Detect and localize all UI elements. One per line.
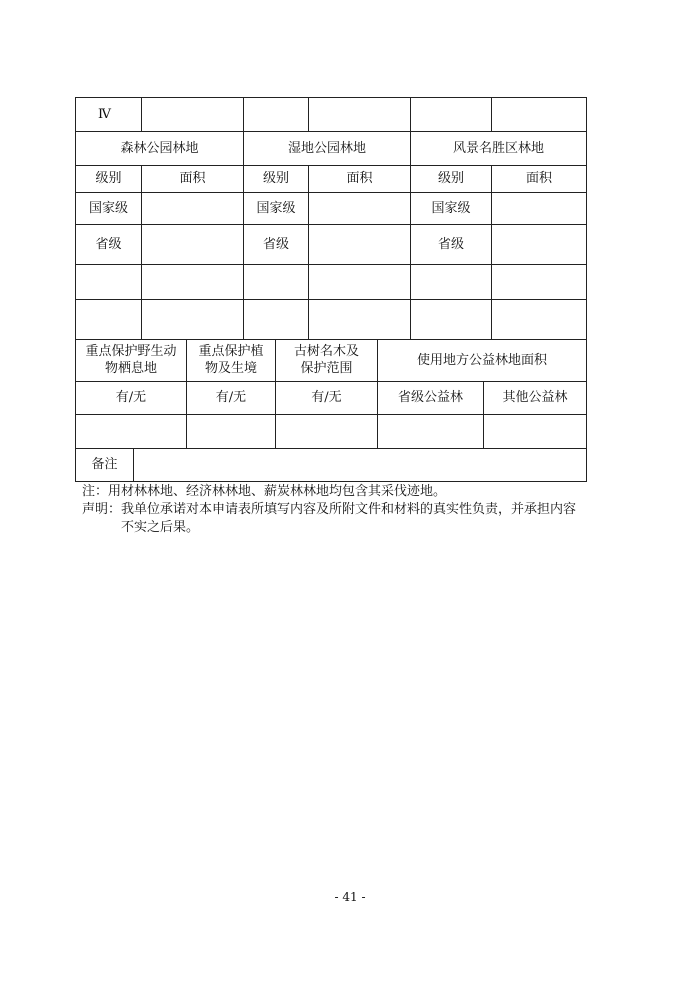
public-forest-area-header: 使用地方公益林地面积 <box>416 352 547 368</box>
table-rule <box>410 97 411 131</box>
table-rule <box>586 97 587 482</box>
level-header: 级别 <box>262 171 289 186</box>
ancient-trees-header: 古树名木及 保护范围 <box>293 344 359 376</box>
statement-line-1: 声明：我单位承诺对本申请表所填写内容及所附文件和材料的真实性负责，并承担内容 <box>82 502 577 517</box>
yes-no-cell: 有/无 <box>215 390 247 405</box>
table-rule <box>133 448 134 481</box>
remarks-label: 备注 <box>91 457 118 472</box>
yes-no-cell: 有/无 <box>115 390 147 405</box>
forest-park-header: 森林公园林地 <box>120 140 199 156</box>
provincial-level-label: 省级 <box>95 236 122 252</box>
table-rule <box>75 264 587 265</box>
table-rule <box>243 97 244 131</box>
table-rule <box>75 299 587 300</box>
table-rule <box>308 97 309 131</box>
wildlife-habitat-header: 重点保护野生动 物栖息地 <box>85 344 177 376</box>
table-rule <box>75 224 587 225</box>
row-iv-label: Ⅳ <box>98 106 111 122</box>
table-rule <box>141 97 142 131</box>
provincial-level-label: 省级 <box>437 236 464 252</box>
provincial-forest-header: 省级公益林 <box>397 390 463 405</box>
other-forest-header: 其他公益林 <box>502 390 568 405</box>
wetland-park-header: 湿地公园林地 <box>287 140 366 156</box>
table-rule <box>75 448 587 449</box>
table-rule <box>75 414 587 415</box>
provincial-level-label: 省级 <box>262 236 289 252</box>
protected-plants-header: 重点保护植 物及生境 <box>198 344 264 376</box>
footnote: 注：用材林林地、经济林林地、薪炭林林地均包含其采伐迹地。 <box>82 484 447 499</box>
national-level-label: 国家级 <box>431 200 471 216</box>
page-number: - 41 - <box>334 890 366 904</box>
area-header: 面积 <box>179 171 206 186</box>
table-rule <box>491 97 492 131</box>
yes-no-cell: 有/无 <box>311 390 342 405</box>
table-rule <box>75 481 587 482</box>
area-header: 面积 <box>525 171 552 186</box>
scenic-area-header: 风景名胜区林地 <box>452 140 544 156</box>
table-rule <box>75 97 587 98</box>
level-header: 级别 <box>437 171 464 186</box>
level-header: 级别 <box>95 171 122 186</box>
national-level-label: 国家级 <box>256 200 296 216</box>
area-header: 面积 <box>346 171 373 186</box>
national-level-label: 国家级 <box>88 200 128 216</box>
table-rule <box>75 192 587 193</box>
statement-line-2: 不实之后果。 <box>121 520 200 535</box>
